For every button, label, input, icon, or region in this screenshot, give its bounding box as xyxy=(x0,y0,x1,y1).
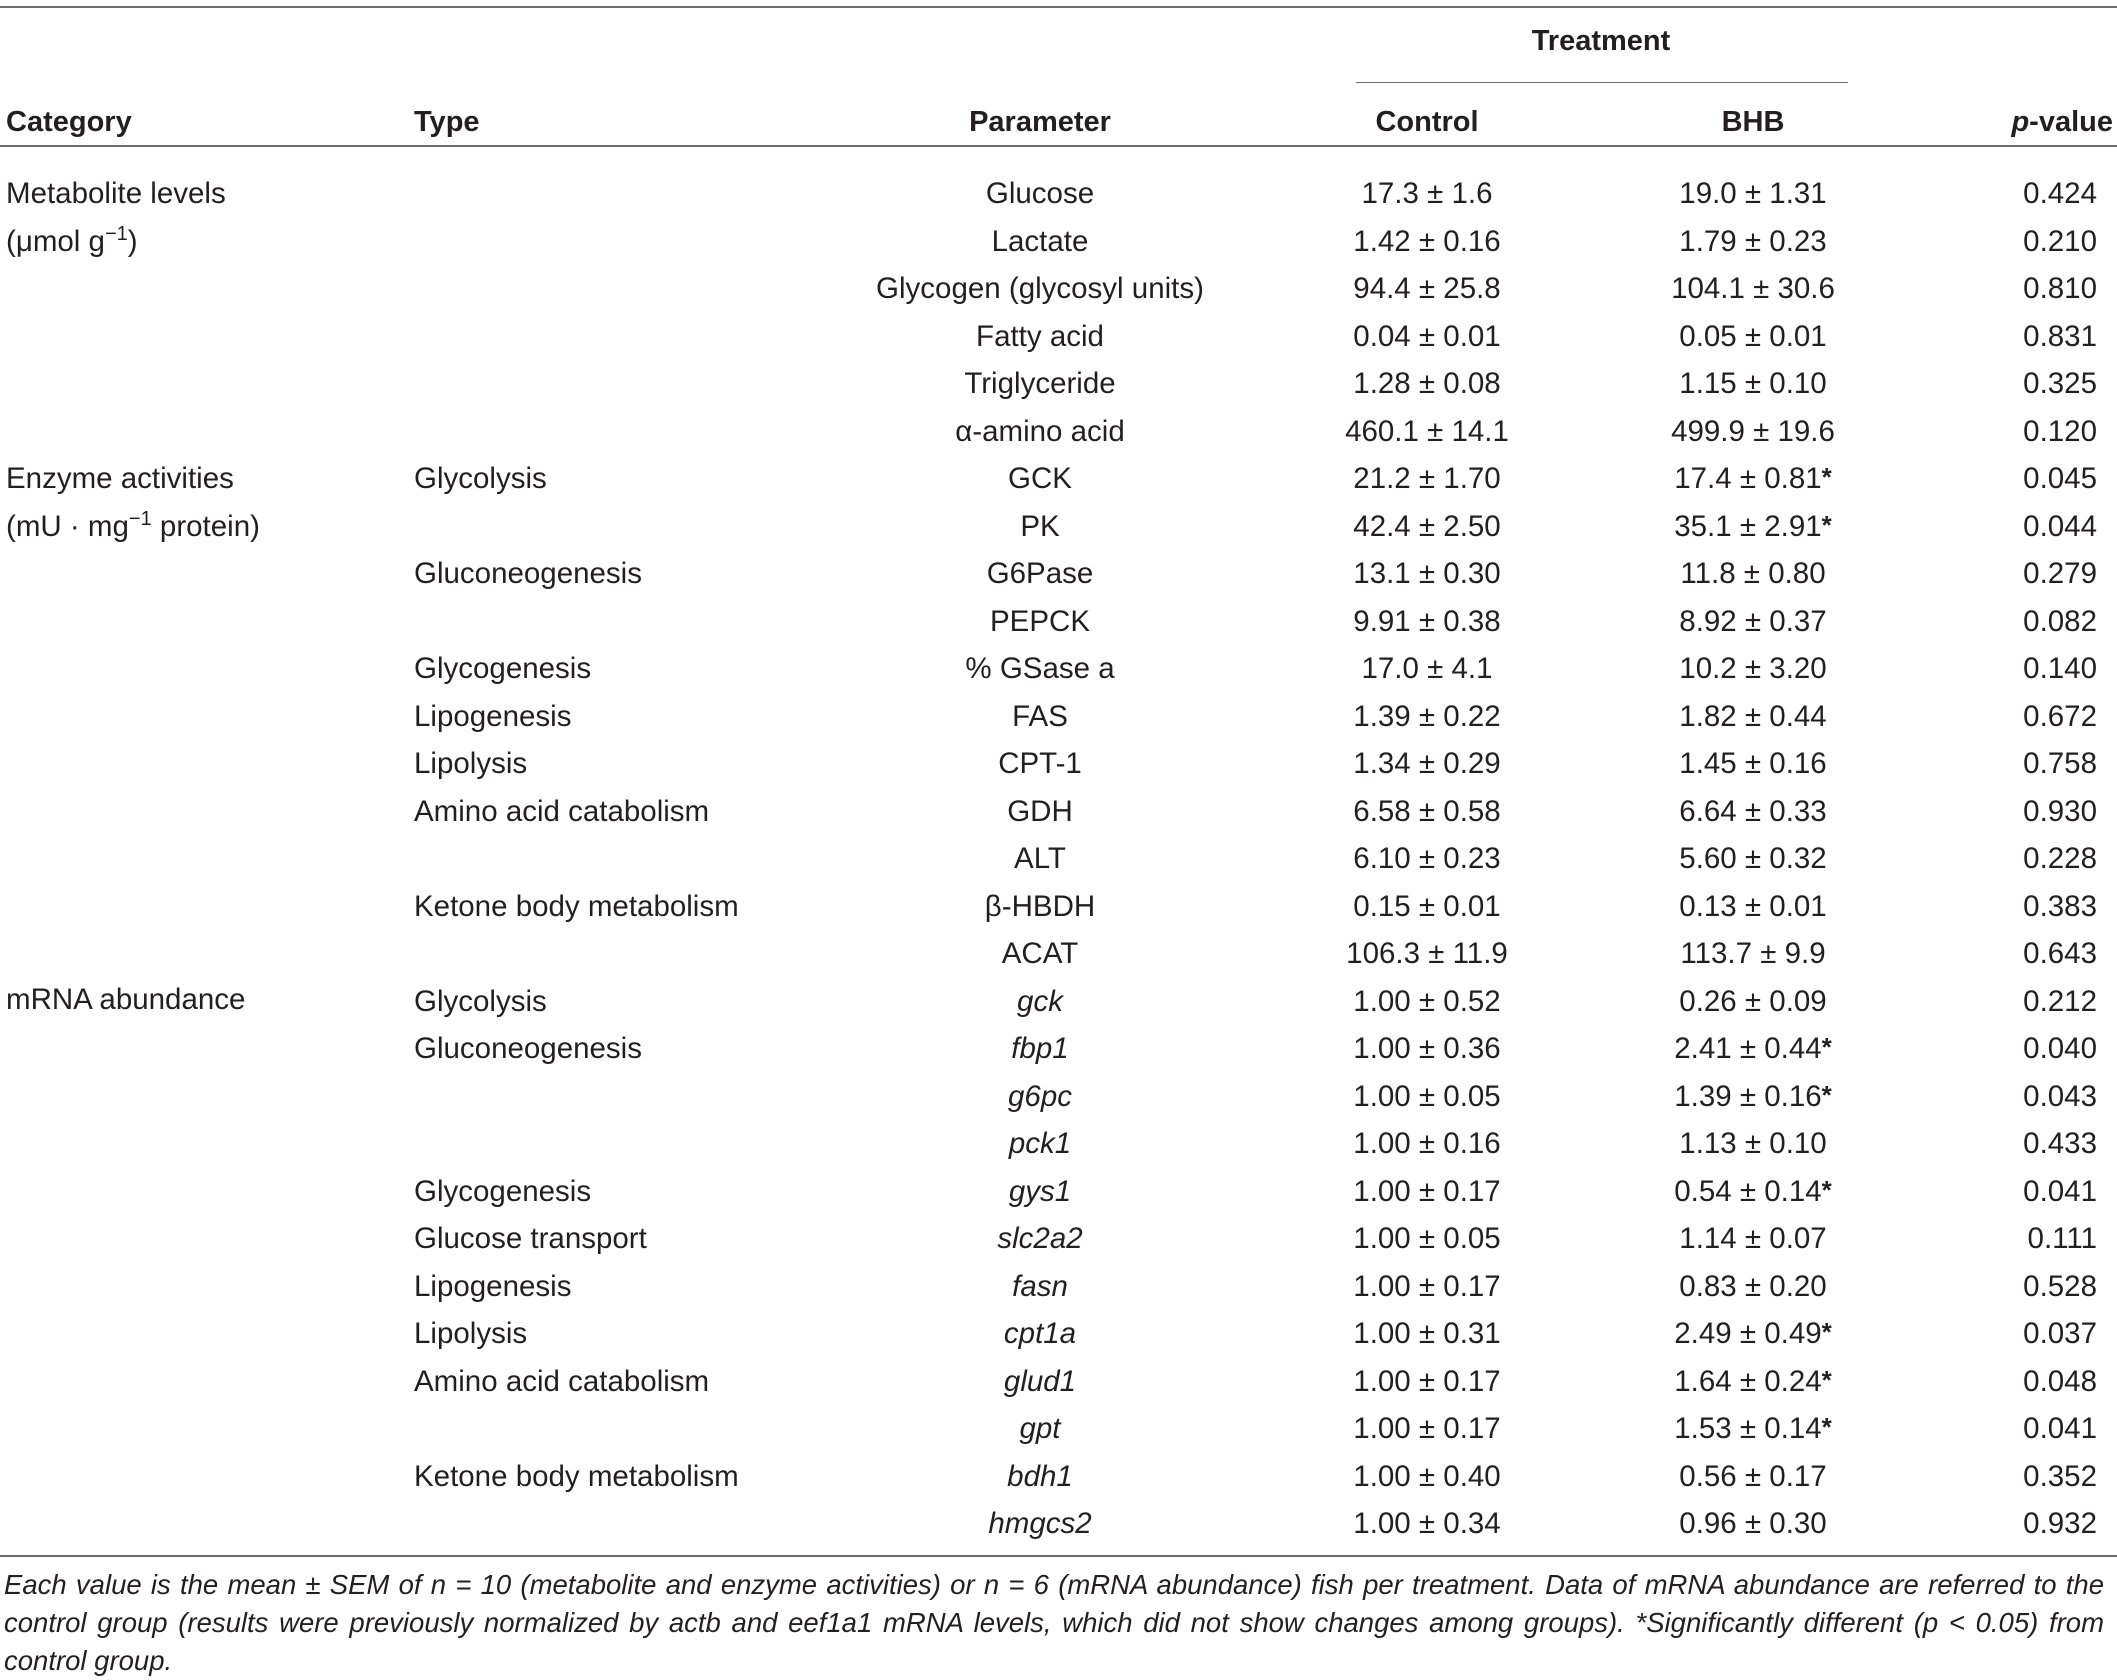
row-parameter: Fatty acid xyxy=(976,320,1104,353)
row-parameter: Lactate xyxy=(991,225,1089,258)
significance-marker: * xyxy=(1821,1032,1832,1062)
row-p-value: 0.120 xyxy=(2023,415,2097,448)
row-parameter: PEPCK xyxy=(989,605,1091,638)
row-bhb-value xyxy=(1674,1079,1832,1115)
header-category: Category xyxy=(6,106,132,138)
header-control: Control xyxy=(1375,106,1479,138)
row-bhb-value xyxy=(1679,841,1826,877)
bhb-value-text: 17.4 ± 0.81 xyxy=(1674,462,1822,495)
row-bhb-value xyxy=(1679,746,1826,782)
significance-marker: * xyxy=(1821,1175,1832,1205)
row-control-value: 1.42 ± 0.16 xyxy=(1353,225,1501,258)
bhb-value-text: 0.83 ± 0.20 xyxy=(1679,1270,1827,1303)
bhb-value-text: 1.14 ± 0.07 xyxy=(1679,1222,1827,1255)
row-type: Lipogenesis xyxy=(414,700,572,733)
row-bhb-value xyxy=(1671,271,1835,307)
table-footnote: Each value is the mean ± SEM of n = 10 (metabolite and enzyme activities) or n = 6 (mRNA abundance) fish per treatment. Data of mRNA abundance are referred to the control group (results were previously normalized by actb and eef1a1 mRNA levels, which did not show changes among groups). *Significantly different (p < 0.05) from control group. xyxy=(4,1569,2104,1676)
row-control-value: 1.00 ± 0.17 xyxy=(1353,1365,1501,1398)
bhb-value-text: 10.2 ± 3.20 xyxy=(1679,652,1827,685)
bhb-value-text: 104.1 ± 30.6 xyxy=(1671,272,1835,305)
row-type: Glycolysis xyxy=(414,985,547,1018)
category-metabolite: Metabolite levels xyxy=(6,177,226,210)
bhb-value-text: 1.13 ± 0.10 xyxy=(1679,1127,1827,1160)
row-bhb-value xyxy=(1679,651,1826,687)
bhb-value-text: 1.15 ± 0.10 xyxy=(1679,367,1827,400)
row-control-value: 1.34 ± 0.29 xyxy=(1353,747,1501,780)
row-bhb-value xyxy=(1680,936,1825,972)
row-type: Lipolysis xyxy=(414,1317,528,1350)
row-bhb-value xyxy=(1679,1126,1826,1162)
row-control-value: 1.00 ± 0.31 xyxy=(1353,1317,1501,1350)
row-p-value: 0.424 xyxy=(2023,177,2097,210)
row-bhb-value xyxy=(1674,509,1832,545)
row-p-value: 0.932 xyxy=(2023,1507,2097,1540)
bhb-value-text: 1.64 ± 0.24 xyxy=(1674,1365,1822,1398)
row-p-value: 0.140 xyxy=(2023,652,2097,685)
bhb-value-text: 2.49 ± 0.49 xyxy=(1674,1317,1822,1350)
row-parameter: ALT xyxy=(1014,842,1066,875)
row-control-value: 1.00 ± 0.40 xyxy=(1353,1460,1501,1493)
row-control-value: 13.1 ± 0.30 xyxy=(1353,557,1501,590)
significance-marker: * xyxy=(1821,462,1832,492)
row-control-value: 1.00 ± 0.34 xyxy=(1353,1507,1501,1540)
row-p-value: 0.279 xyxy=(2023,557,2097,590)
row-parameter: fbp1 xyxy=(1011,1032,1069,1065)
row-bhb-value xyxy=(1679,984,1826,1020)
row-p-value: 0.831 xyxy=(2023,320,2097,353)
row-bhb-value xyxy=(1674,1316,1832,1352)
bhb-value-text: 19.0 ± 1.31 xyxy=(1679,177,1827,210)
row-p-value: 0.643 xyxy=(2023,937,2097,970)
row-bhb-value xyxy=(1679,699,1826,735)
row-parameter: PK xyxy=(1020,510,1060,543)
row-p-value: 0.210 xyxy=(2023,225,2097,258)
row-control-value: 1.39 ± 0.22 xyxy=(1353,700,1501,733)
row-parameter: CPT-1 xyxy=(998,747,1082,780)
row-parameter: fasn xyxy=(1012,1270,1068,1303)
row-bhb-value xyxy=(1674,461,1832,497)
row-parameter: pck1 xyxy=(1008,1127,1072,1160)
significance-marker: * xyxy=(1821,1080,1832,1110)
row-control-value: 460.1 ± 14.1 xyxy=(1345,415,1509,448)
row-p-value: 0.383 xyxy=(2023,890,2097,923)
bhb-value-text: 1.45 ± 0.16 xyxy=(1679,747,1827,780)
row-type: Ketone body metabolism xyxy=(414,1460,739,1493)
row-p-value: 0.040 xyxy=(2023,1032,2097,1065)
row-p-value: 0.212 xyxy=(2023,985,2097,1018)
row-p-value: 0.043 xyxy=(2023,1080,2097,1113)
bhb-value-text: 0.54 ± 0.14 xyxy=(1674,1175,1822,1208)
header-p-value: p-value xyxy=(2011,106,2113,138)
row-p-value: 0.433 xyxy=(2023,1127,2097,1160)
bottom-rule xyxy=(0,1555,2117,1557)
row-type: Lipolysis xyxy=(414,747,528,780)
row-control-value: 0.04 ± 0.01 xyxy=(1353,320,1501,353)
row-control-value: 1.00 ± 0.17 xyxy=(1353,1270,1501,1303)
row-parameter: β-HBDH xyxy=(984,890,1096,923)
row-bhb-value xyxy=(1674,1031,1832,1067)
row-control-value: 17.3 ± 1.6 xyxy=(1361,177,1493,210)
row-bhb-value xyxy=(1674,1411,1832,1447)
row-bhb-value xyxy=(1671,414,1835,450)
row-type: Lipogenesis xyxy=(414,1270,572,1303)
row-type: Ketone body metabolism xyxy=(414,890,739,923)
row-p-value: 0.672 xyxy=(2023,700,2097,733)
row-type: Gluconeogenesis xyxy=(414,1032,642,1065)
row-bhb-value xyxy=(1679,176,1826,212)
row-bhb-value xyxy=(1679,889,1826,925)
row-type: Glycolysis xyxy=(414,462,547,495)
significance-marker: * xyxy=(1821,1317,1832,1347)
row-control-value: 94.4 ± 25.8 xyxy=(1353,272,1501,305)
category-mrna: mRNA abundance xyxy=(6,983,246,1016)
row-parameter: FAS xyxy=(1012,700,1068,733)
row-p-value: 0.048 xyxy=(2023,1365,2097,1398)
bhb-value-text: 6.64 ± 0.33 xyxy=(1679,795,1827,828)
row-control-value: 1.28 ± 0.08 xyxy=(1353,367,1501,400)
bhb-value-text: 113.7 ± 9.9 xyxy=(1680,937,1826,970)
row-parameter: ACAT xyxy=(1001,937,1079,970)
row-parameter: gck xyxy=(1017,985,1063,1018)
row-bhb-value xyxy=(1679,1506,1826,1542)
row-type: Glycogenesis xyxy=(414,1175,592,1208)
row-p-value: 0.111 xyxy=(2027,1222,2097,1255)
row-bhb-value xyxy=(1679,1269,1826,1305)
bhb-value-text: 0.05 ± 0.01 xyxy=(1679,320,1827,353)
row-parameter: G6Pase xyxy=(986,557,1094,590)
row-bhb-value xyxy=(1680,556,1825,592)
row-bhb-value xyxy=(1679,794,1826,830)
row-p-value: 0.082 xyxy=(2023,605,2097,638)
row-bhb-value xyxy=(1679,224,1826,260)
row-control-value: 1.00 ± 0.16 xyxy=(1353,1127,1501,1160)
row-p-value: 0.228 xyxy=(2023,842,2097,875)
row-parameter: cpt1a xyxy=(1003,1317,1077,1350)
bhb-value-text: 35.1 ± 2.91 xyxy=(1674,510,1822,543)
header-parameter: Parameter xyxy=(969,106,1111,138)
header-bhb: BHB xyxy=(1721,106,1785,138)
row-bhb-value xyxy=(1679,1221,1826,1257)
bhb-value-text: 1.79 ± 0.23 xyxy=(1679,225,1827,258)
row-type: Amino acid catabolism xyxy=(414,1365,710,1398)
bhb-value-text: 2.41 ± 0.44 xyxy=(1674,1032,1822,1065)
bhb-value-text: 5.60 ± 0.32 xyxy=(1679,842,1827,875)
row-control-value: 106.3 ± 11.9 xyxy=(1346,937,1508,970)
row-type: Gluconeogenesis xyxy=(414,557,642,590)
row-parameter: glud1 xyxy=(1003,1365,1077,1398)
row-parameter: α-amino acid xyxy=(955,415,1125,448)
bhb-value-text: 0.26 ± 0.09 xyxy=(1679,985,1827,1018)
bhb-value-text: 1.39 ± 0.16 xyxy=(1674,1080,1822,1113)
header-rule xyxy=(0,145,2117,147)
row-parameter: Glycogen (glycosyl units) xyxy=(876,272,1204,305)
row-parameter: Triglyceride xyxy=(964,367,1116,400)
row-bhb-value xyxy=(1674,1364,1832,1400)
row-control-value: 1.00 ± 0.05 xyxy=(1353,1080,1501,1113)
row-control-value: 42.4 ± 2.50 xyxy=(1353,510,1501,543)
row-type: Glucose transport xyxy=(414,1222,647,1255)
row-bhb-value xyxy=(1679,1459,1826,1495)
row-bhb-value xyxy=(1679,366,1826,402)
row-control-value: 17.0 ± 4.1 xyxy=(1361,652,1493,685)
category-enzyme: Enzyme activities xyxy=(6,462,234,495)
bhb-value-text: 0.56 ± 0.17 xyxy=(1679,1460,1827,1493)
row-bhb-value xyxy=(1679,319,1826,355)
bhb-value-text: 1.53 ± 0.14 xyxy=(1674,1412,1822,1445)
row-control-value: 6.58 ± 0.58 xyxy=(1353,795,1501,828)
treatment-rule xyxy=(1356,82,1848,83)
row-control-value: 1.00 ± 0.36 xyxy=(1353,1032,1501,1065)
significance-marker: * xyxy=(1821,510,1832,540)
row-p-value: 0.325 xyxy=(2023,367,2097,400)
row-parameter: g6pc xyxy=(1008,1080,1072,1113)
category-enzyme-unit: ($mU \cdot mg^{-1}$ protein) xyxy=(6,508,260,543)
row-p-value: 0.528 xyxy=(2023,1270,2097,1303)
row-control-value: 1.00 ± 0.17 xyxy=(1353,1175,1501,1208)
row-parameter: GDH xyxy=(1007,795,1073,828)
row-control-value: 21.2 ± 1.70 xyxy=(1353,462,1501,495)
row-bhb-value xyxy=(1674,1174,1832,1210)
bhb-value-text: 8.92 ± 0.37 xyxy=(1679,605,1827,638)
bhb-value-text: 11.8 ± 0.80 xyxy=(1680,557,1826,590)
significance-marker: * xyxy=(1821,1365,1832,1395)
row-parameter: hmgcs2 xyxy=(988,1507,1092,1540)
bhb-value-text: 1.82 ± 0.44 xyxy=(1679,700,1827,733)
row-p-value: 0.037 xyxy=(2023,1317,2097,1350)
row-p-value: 0.758 xyxy=(2023,747,2097,780)
row-control-value: 1.00 ± 0.05 xyxy=(1353,1222,1501,1255)
row-control-value: 0.15 ± 0.01 xyxy=(1353,890,1501,923)
row-p-value: 0.352 xyxy=(2023,1460,2097,1493)
top-rule xyxy=(0,6,2117,8)
row-control-value: 6.10 ± 0.23 xyxy=(1353,842,1501,875)
row-p-value: 0.045 xyxy=(2023,462,2097,495)
row-parameter: Glucose xyxy=(985,177,1095,210)
row-p-value: 0.044 xyxy=(2023,510,2097,543)
row-control-value: 1.00 ± 0.17 xyxy=(1353,1412,1501,1445)
row-control-value: 1.00 ± 0.52 xyxy=(1353,985,1501,1018)
bhb-value-text: 0.13 ± 0.01 xyxy=(1679,890,1827,923)
category-metabolite-unit: (μmol $g^{-1}$) xyxy=(6,223,138,258)
row-bhb-value xyxy=(1679,604,1826,640)
bhb-value-text: 499.9 ± 19.6 xyxy=(1671,415,1835,448)
row-p-value: 0.041 xyxy=(2023,1175,2097,1208)
row-p-value: 0.810 xyxy=(2023,272,2097,305)
row-parameter: GCK xyxy=(1008,462,1072,495)
row-parameter: gpt xyxy=(1019,1412,1061,1445)
significance-marker: * xyxy=(1821,1412,1832,1442)
row-type: Glycogenesis xyxy=(414,652,592,685)
row-p-value: 0.930 xyxy=(2023,795,2097,828)
row-parameter: slc2a2 xyxy=(997,1222,1083,1255)
row-parameter: gys1 xyxy=(1008,1175,1072,1208)
row-parameter: % GSase a xyxy=(965,652,1115,685)
row-control-value: 9.91 ± 0.38 xyxy=(1353,605,1501,638)
bhb-value-text: 0.96 ± 0.30 xyxy=(1679,1507,1827,1540)
row-type: Amino acid catabolism xyxy=(414,795,710,828)
row-p-value: 0.041 xyxy=(2023,1412,2097,1445)
header-type: Type xyxy=(414,106,480,138)
row-parameter: bdh1 xyxy=(1007,1460,1073,1493)
header-treatment: Treatment xyxy=(1531,25,1671,57)
